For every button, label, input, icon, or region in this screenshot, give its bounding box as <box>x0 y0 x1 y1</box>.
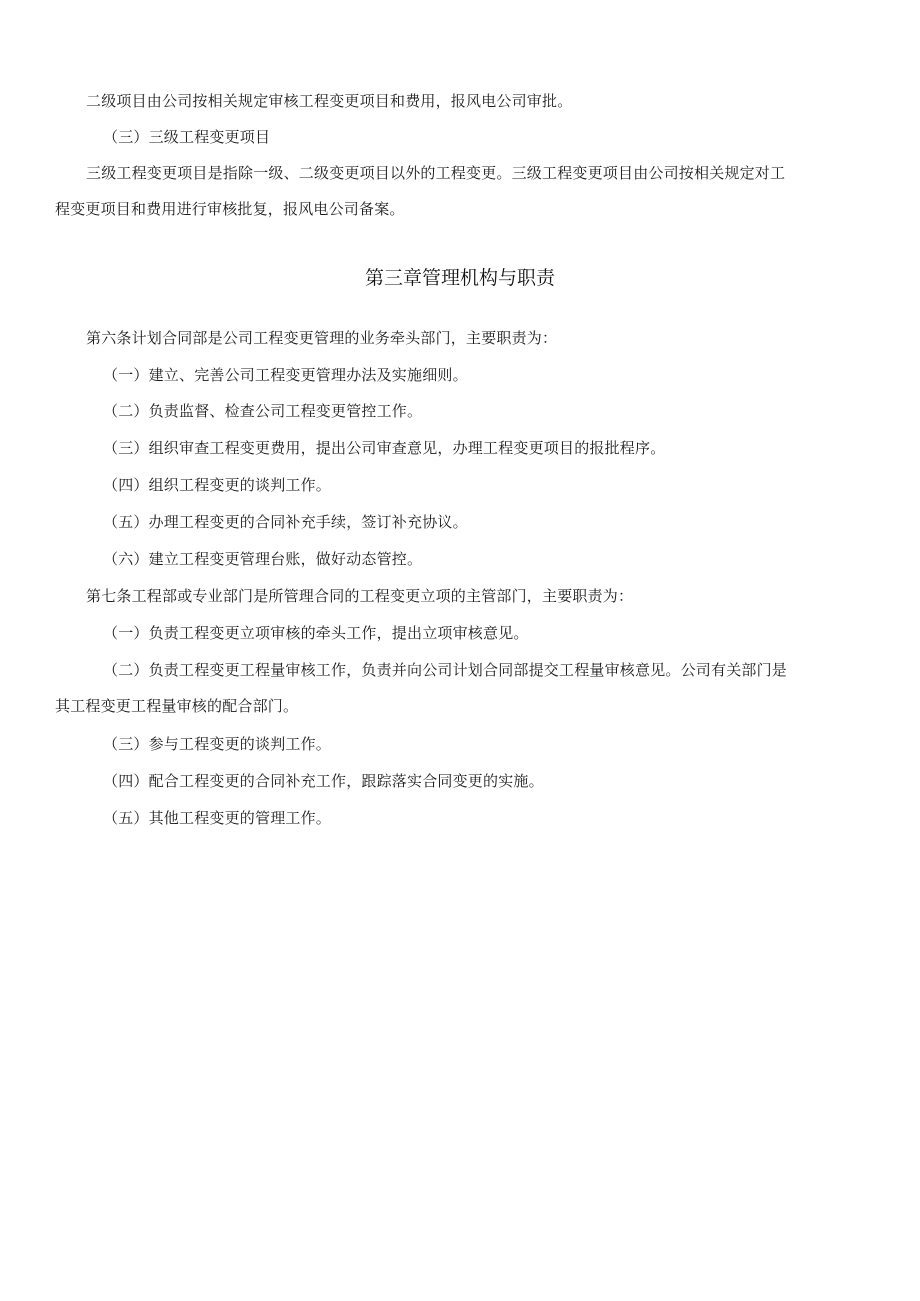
article7-item-5: （五）其他工程变更的管理工作。 <box>103 809 332 827</box>
paragraph-level3-definition-line1: 三级工程变更项目是指除一级、二级变更项目以外的工程变更。三级工程变更项目由公司按相关规定对工 <box>86 164 786 182</box>
article7-item-4: （四）配合工程变更的合同补充工作，跟踪落实合同变更的实施。 <box>103 772 544 790</box>
subheading-level3-change: （三）三级工程变更项目 <box>103 128 271 146</box>
article7-item-2-line2: 其工程变更工程量审核的配合部门。 <box>55 697 299 715</box>
article6-intro: 第六条计划合同部是公司工程变更管理的业务牵头部门，主要职责为： <box>86 329 558 347</box>
article6-item-2: （二）负责监督、检查公司工程变更管控工作。 <box>103 402 423 420</box>
chapter-title: 第三章管理机构与职责 <box>364 267 555 289</box>
article6-item-5: （五）办理工程变更的合同补充手续，签订补充协议。 <box>103 513 468 531</box>
article7-item-2-line1: （二）负责工程变更工程量审核工作，负责并向公司计划合同部提交工程量审核意见。公司有关部门是 <box>103 661 788 679</box>
article7-item-1: （一）负责工程变更立项审核的牵头工作，提出立项审核意见。 <box>103 624 529 642</box>
paragraph-level3-definition-line2: 程变更项目和费用进行审核批复，报风电公司备案。 <box>55 200 405 218</box>
article6-item-6: （六）建立工程变更管理台账，做好动态管控。 <box>103 550 423 568</box>
article6-item-3: （三）组织审查工程变更费用，提出公司审查意见，办理工程变更项目的报批程序。 <box>103 439 666 457</box>
paragraph-level2-approval: 二级项目由公司按相关规定审核工程变更项目和费用，报风电公司审批。 <box>86 92 573 110</box>
article6-item-1: （一）建立、完善公司工程变更管理办法及实施细则。 <box>103 366 468 384</box>
article7-item-3: （三）参与工程变更的谈判工作。 <box>103 735 332 753</box>
article6-item-4: （四）组织工程变更的谈判工作。 <box>103 476 332 494</box>
article7-intro: 第七条工程部或专业部门是所管理合同的工程变更立项的主管部门，主要职责为： <box>86 587 634 605</box>
